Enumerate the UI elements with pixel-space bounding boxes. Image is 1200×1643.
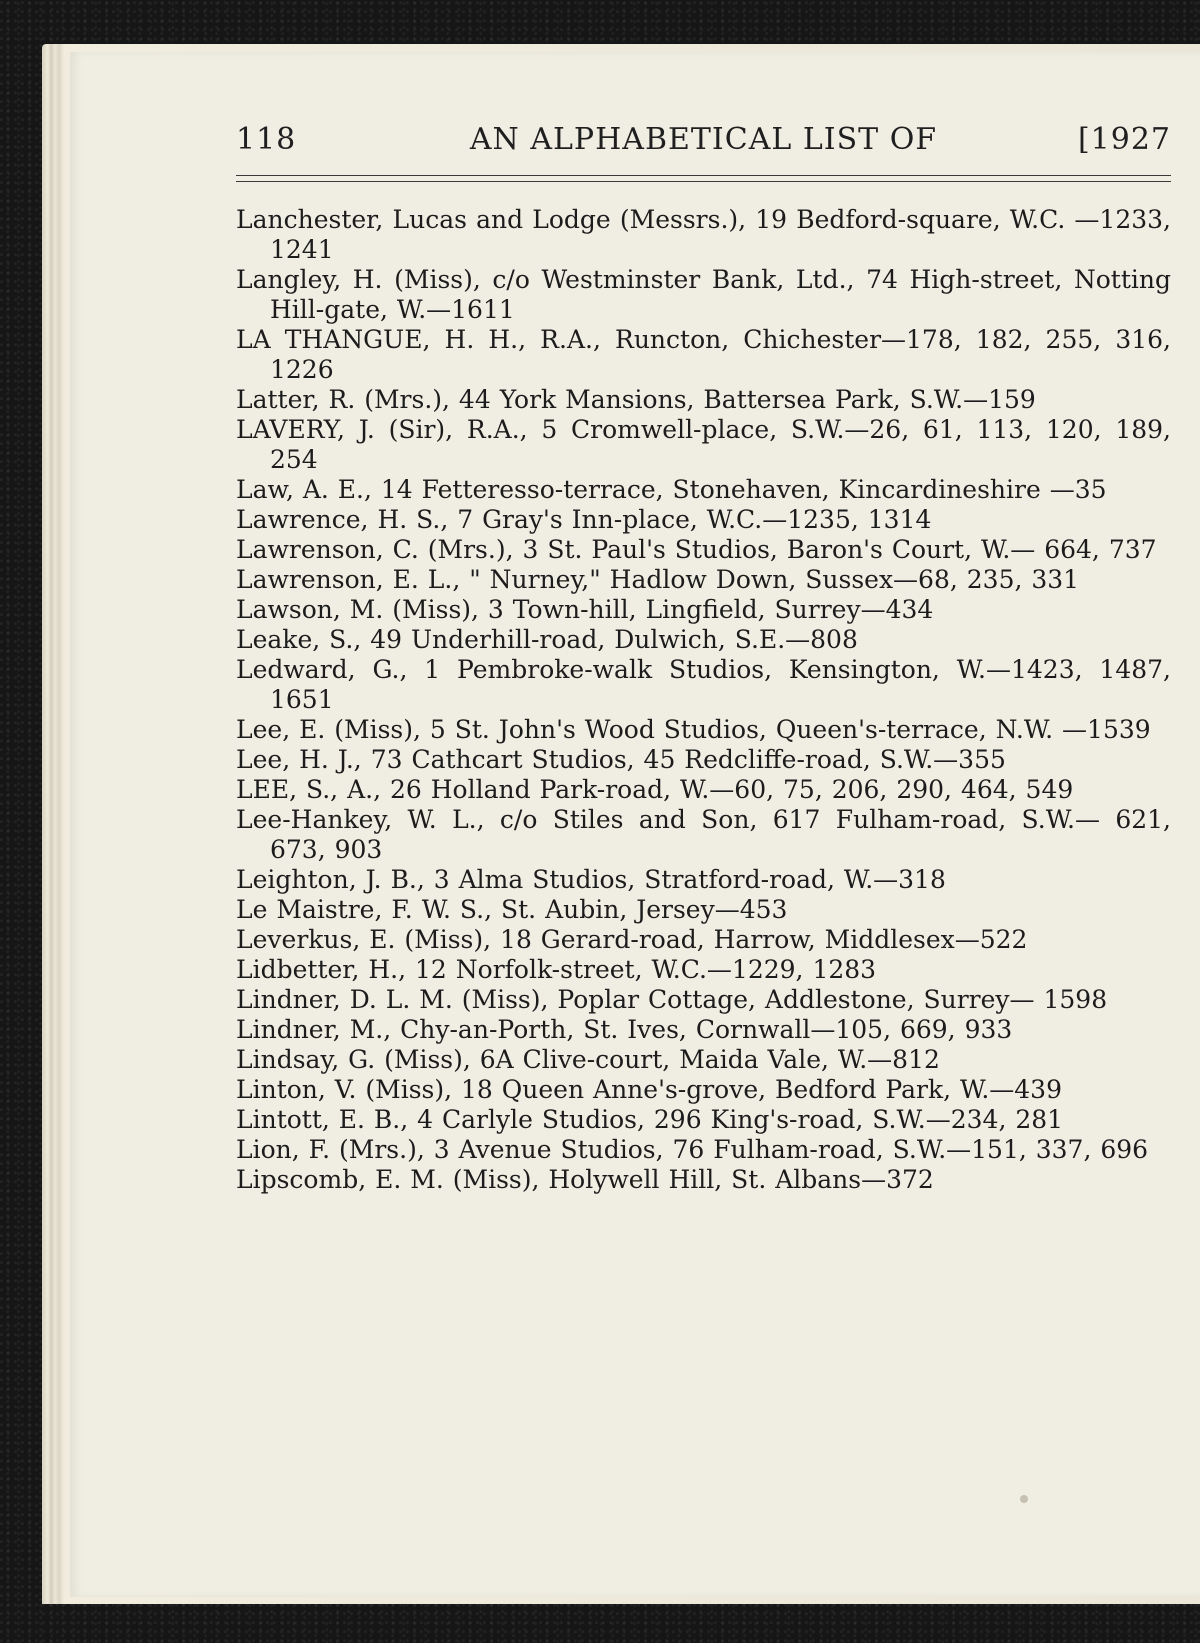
list-entry: LAVERY, J. (Sir), R.A., 5 Cromwell-place, S.W.—26, 61, 113, 120, 189, 254 [236,415,1171,474]
list-entry: LA THANGUE, H. H., R.A., Runcton, Chichester—178, 182, 255, 316, 1226 [236,325,1171,384]
ink-spot [1020,1495,1028,1503]
list-entry: Lindsay, G. (Miss), 6A Clive-court, Maida Vale, W.—812 [236,1045,940,1074]
list-entry: Lawrenson, C. (Mrs.), 3 St. Paul's Studios, Baron's Court, W.— 664, 737 [236,535,1157,564]
running-head [236,122,1171,170]
list-entry: Lanchester, Lucas and Lodge (Messrs.), 19 Bedford-square, W.C. —1233, 1241 [236,205,1171,264]
list-entry: Lindner, M., Chy-an-Porth, St. Ives, Cornwall—105, 669, 933 [236,1015,1013,1044]
list-entry: Langley, H. (Miss), c/o Westminster Bank, Ltd., 74 High-street, Notting Hill-gate, W.—1611 [236,265,1171,324]
list-entry: LEE, S., A., 26 Holland Park-road, W.—60, 75, 206, 290, 464, 549 [236,775,1074,804]
list-entry: Lee, H. J., 73 Cathcart Studios, 45 Redcliffe-road, S.W.—355 [236,745,1006,774]
list-entry: Lipscomb, E. M. (Miss), Holywell Hill, St. Albans—372 [236,1165,934,1194]
list-entry: Le Maistre, F. W. S., St. Aubin, Jersey—453 [236,895,788,924]
page-year: [1927 [1077,122,1171,157]
list-entry: Lee-Hankey, W. L., c/o Stiles and Son, 617 Fulham-road, S.W.— 621, 673, 903 [236,805,1171,864]
page-title: AN ALPHABETICAL LIST OF [469,122,938,157]
list-entry: Lintott, E. B., 4 Carlyle Studios, 296 King's-road, S.W.—234, 281 [236,1105,1064,1134]
list-entry: Lawrence, H. S., 7 Gray's Inn-place, W.C.—1235, 1314 [236,505,932,534]
entry-list [236,205,1171,1195]
list-entry: Lawrenson, E. L., " Nurney," Hadlow Down, Sussex—68, 235, 331 [236,565,1080,594]
list-entry: Lindner, D. L. M. (Miss), Poplar Cottage, Addlestone, Surrey— 1598 [236,985,1108,1014]
list-entry: Leighton, J. B., 3 Alma Studios, Stratford-road, W.—318 [236,865,946,894]
list-entry: Lidbetter, H., 12 Norfolk-street, W.C.—1229, 1283 [236,955,877,984]
list-entry: Law, A. E., 14 Fetteresso-terrace, Stonehaven, Kincardineshire —35 [236,475,1107,504]
list-entry: Lawson, M. (Miss), 3 Town-hill, Lingfield, Surrey—434 [236,595,934,624]
list-entry: Ledward, G., 1 Pembroke-walk Studios, Kensington, W.—1423, 1487, 1651 [236,655,1171,714]
list-entry: Latter, R. (Mrs.), 44 York Mansions, Battersea Park, S.W.—159 [236,385,1036,414]
page-number: 118 [236,122,297,157]
list-entry: Leverkus, E. (Miss), 18 Gerard-road, Harrow, Middlesex—522 [236,925,1028,954]
list-entry: Lee, E. (Miss), 5 St. John's Wood Studios, Queen's-terrace, N.W. —1539 [236,715,1151,744]
list-entry: Lion, F. (Mrs.), 3 Avenue Studios, 76 Fulham-road, S.W.—151, 337, 696 [236,1135,1149,1164]
header-rule-top [236,175,1171,176]
list-entry: Linton, V. (Miss), 18 Queen Anne's-grove, Bedford Park, W.—439 [236,1075,1062,1104]
header-rule-bottom [236,181,1171,182]
list-entry: Leake, S., 49 Underhill-road, Dulwich, S.E.—808 [236,625,858,654]
